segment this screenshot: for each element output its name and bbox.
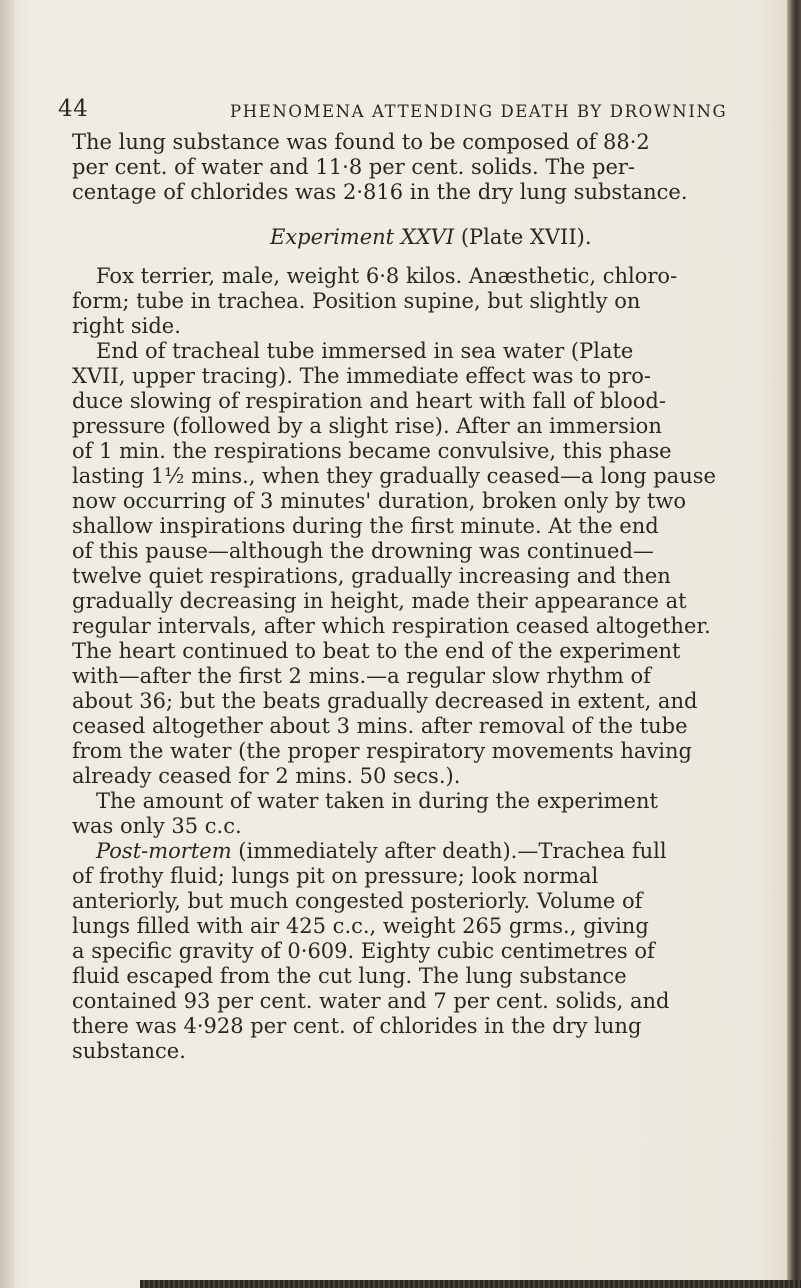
postmortem-text: (immediately after death).—Trachea full [231,839,667,863]
text-line: with—after the first 2 mins.—a regular slow rhythm of [72,664,651,688]
text-line: there was 4·928 per cent. of chlorides in the dry lung [72,1014,642,1038]
text-line: of 1 min. the respirations became convulsive, this phase [72,439,672,463]
text-line: shallow inspirations during the first minute. At the end [72,514,659,538]
gutter-shadow [0,0,14,1288]
text-line: XVII, upper tracing). The immediate effect was to pro- [72,364,651,388]
text-line: a specific gravity of 0·609. Eighty cubic centimetres of [72,939,655,963]
text-line: lungs filled with air 425 c.c., weight 265 grms., giving [72,914,649,938]
text-line: per cent. of water and 11·8 per cent. solids. The per- [72,155,636,179]
text-line: form; tube in trachea. Position supine, but slightly on [72,289,641,313]
postmortem-line [72,839,762,864]
text-line: twelve quiet respirations, gradually increasing and then [72,564,671,588]
text-line: substance. [72,1039,186,1063]
text-line: lasting 1½ mins., when they gradually ceased—a long pause [72,464,716,488]
postmortem-label: Post-mortem [96,839,232,863]
text-line: The heart continued to beat to the end of the experiment [72,639,681,663]
text-line: End of tracheal tube immersed in sea water (Plate [96,339,634,363]
text-line: of frothy fluid; lungs pit on pressure; look normal [72,864,599,888]
page-edge-right [787,0,801,1288]
running-head: PHENOMENA ATTENDING DEATH BY DROWNING [230,102,728,121]
spacer [72,250,762,264]
text-line: anteriorly, but much congested posteriorly. Volume of [72,889,643,913]
page-header [58,96,758,126]
plate-reference: (Plate XVII). [454,225,592,249]
text-line: of this pause—although the drowning was continued— [72,539,654,563]
text-line: fluid escaped from the cut lung. The lung substance [72,964,627,988]
page-number: 44 [58,96,89,122]
text-line: Fox terrier, male, weight 6·8 kilos. Anæsthetic, chloro- [96,264,678,288]
text-line: gradually decreasing in height, made their appearance at [72,589,687,613]
text-line: ceased altogether about 3 mins. after removal of the tube [72,714,688,738]
experiment-title: Experiment XXVI [270,225,455,249]
experiment-heading [72,225,762,250]
text-line: now occurring of 3 minutes' duration, broken only by two [72,489,686,513]
text-line: pressure (followed by a slight rise). After an immersion [72,414,662,438]
page-edge-bottom [140,1280,801,1288]
body-text [72,130,762,1064]
text-line: about 36; but the beats gradually decreased in extent, and [72,689,698,713]
text-line: contained 93 per cent. water and 7 per cent. solids, and [72,989,670,1013]
text-line: regular intervals, after which respiration ceased altogether. [72,614,711,638]
text-line: was only 35 c.c. [72,814,242,838]
text-line: The amount of water taken in during the experiment [96,789,658,813]
spacer [72,205,762,225]
text-line: from the water (the proper respiratory movements having [72,739,692,763]
text-line: centage of chlorides was 2·816 in the dry lung substance. [72,180,688,204]
text-line: already ceased for 2 mins. 50 secs.). [72,764,461,788]
text-line: duce slowing of respiration and heart with fall of blood- [72,389,666,413]
text-line: right side. [72,314,181,338]
text-line: The lung substance was found to be composed of 88·2 [72,130,650,154]
